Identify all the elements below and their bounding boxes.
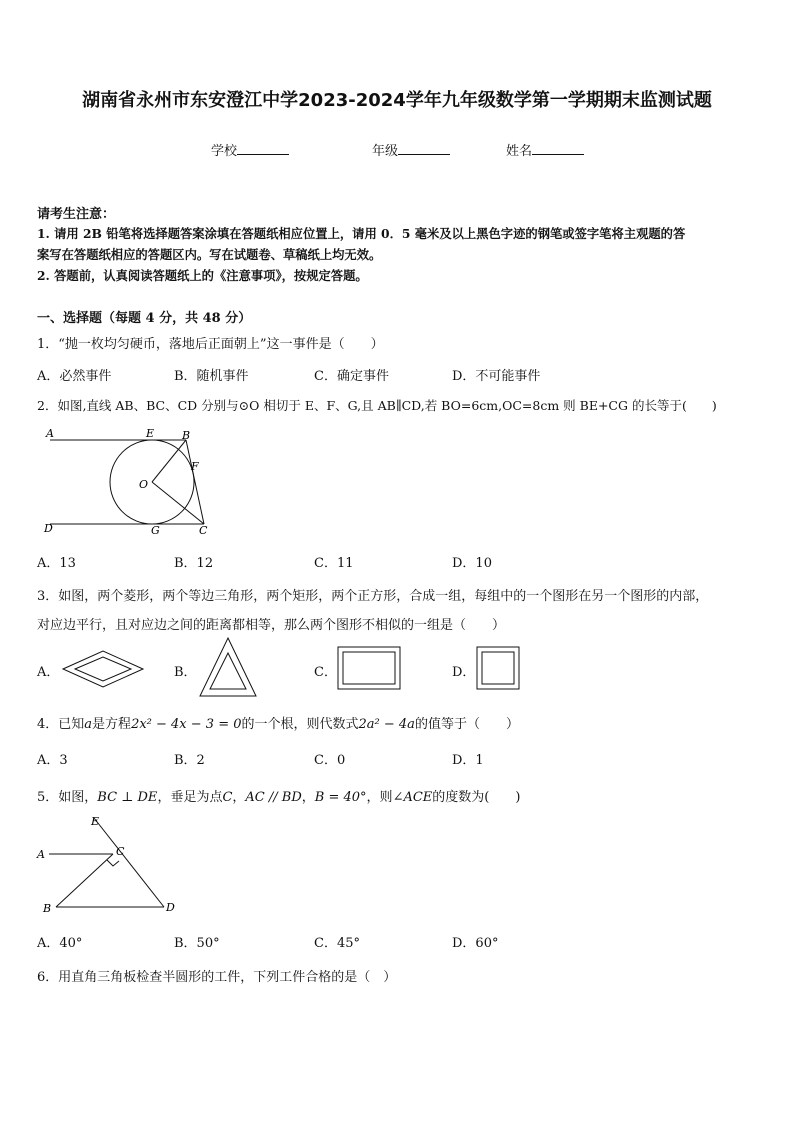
line-bc bbox=[56, 854, 113, 907]
label-c: C bbox=[199, 524, 208, 537]
school-blank[interactable] bbox=[237, 142, 289, 155]
outer-square bbox=[477, 647, 519, 689]
inner-rectangle bbox=[343, 652, 395, 684]
q2-option-c[interactable]: C．11 bbox=[314, 556, 354, 571]
grade-field: 年级 bbox=[372, 140, 450, 159]
q3-figure-a bbox=[62, 650, 144, 688]
q1-option-d[interactable]: D．不可能事件 bbox=[452, 369, 541, 384]
label-d: D bbox=[166, 901, 175, 914]
q3-figure-b bbox=[198, 636, 258, 698]
line-ob bbox=[152, 440, 186, 482]
q4-option-b[interactable]: B．2 bbox=[174, 753, 205, 768]
outer-rectangle bbox=[338, 647, 400, 689]
label-a: A bbox=[37, 848, 45, 861]
q1-option-c[interactable]: C．确定事件 bbox=[314, 369, 389, 384]
label-b: B bbox=[182, 429, 191, 442]
q4-option-a[interactable]: A．3 bbox=[37, 753, 68, 768]
q5-option-b[interactable]: B．50° bbox=[174, 936, 220, 951]
q1-option-a[interactable]: A．必然事件 bbox=[37, 369, 112, 384]
var-a: a bbox=[84, 717, 93, 732]
label-e: E bbox=[146, 427, 155, 440]
label-g: G bbox=[151, 524, 160, 537]
q5-figure bbox=[36, 813, 186, 916]
right-angle-mark bbox=[107, 860, 119, 866]
q3-line1: 3．如图，两个菱形，两个等边三角形，两个矩形，两个正方形，合成一组，每组中的一个图形在另一个图形的内部， bbox=[37, 589, 709, 604]
q3-option-b[interactable]: B． bbox=[174, 665, 197, 680]
label-d: D bbox=[44, 522, 53, 535]
q1-option-b[interactable]: B．随机事件 bbox=[174, 369, 249, 384]
label-c: C bbox=[116, 845, 125, 858]
q5-option-a[interactable]: A．40° bbox=[37, 936, 83, 951]
q3-line2: 对应边平行，且对应边之间的距离都相等，那么两个图形不相似的一组是（ ） bbox=[37, 618, 506, 633]
page-title: 湖南省永州市东安澄江中学2023-2024学年九年级数学第一学期期末监测试题 bbox=[82, 90, 712, 111]
q3-option-a[interactable]: A． bbox=[37, 665, 60, 680]
grade-blank[interactable] bbox=[398, 142, 450, 155]
school-field: 学校 bbox=[211, 140, 289, 159]
q3-figure-d bbox=[476, 646, 520, 690]
inner-triangle bbox=[210, 653, 246, 689]
q2-option-b[interactable]: B．12 bbox=[174, 556, 214, 571]
q3-figure-c bbox=[337, 646, 401, 690]
notice-item1-line2: 案写在答题纸相应的答题区内。写在试题卷、草稿纸上均无效。 bbox=[37, 247, 382, 262]
cond-angle-b: B = 40° bbox=[314, 790, 367, 805]
label-e: E bbox=[91, 815, 100, 828]
inner-square bbox=[482, 652, 514, 684]
cond-bc-perp-de: BC ⊥ DE bbox=[97, 790, 158, 805]
notice-item2: 2. 答题前，认真阅读答题纸上的《注意事项》，按规定答题。 bbox=[37, 268, 368, 283]
inner-rhombus bbox=[75, 657, 131, 681]
name-field: 姓名 bbox=[506, 140, 584, 159]
q5-option-d[interactable]: D．60° bbox=[452, 936, 499, 951]
equation: 2x² − 4x − 3 = 0 bbox=[131, 717, 242, 732]
q3-option-d[interactable]: D． bbox=[452, 665, 476, 680]
q4-option-d[interactable]: D．1 bbox=[452, 753, 484, 768]
label-a: A bbox=[46, 427, 54, 440]
q2-figure bbox=[40, 424, 220, 539]
q2-option-d[interactable]: D．10 bbox=[452, 556, 492, 571]
q6-text: 6．用直角三角板检查半圆形的工件，下列工件合格的是（ ） bbox=[37, 970, 397, 985]
target-angle: ∠ACE bbox=[392, 790, 433, 805]
name-blank[interactable] bbox=[532, 142, 584, 155]
label-b: B bbox=[43, 902, 52, 915]
point-c: C bbox=[222, 790, 233, 805]
label-o: O bbox=[139, 478, 149, 491]
section-heading: 一、选择题（每题 4 分，共 48 分） bbox=[37, 311, 252, 326]
q2-option-a[interactable]: A．13 bbox=[37, 556, 76, 571]
q2-text: 2．如图,直线 AB、BC、CD 分别与⊙O 相切于 E、F、G,且 AB∥CD,若 BO=6cm,OC=8cm 则 BE+CG 的长等于( ) bbox=[37, 398, 717, 413]
q5-text: 5．如图，BC ⊥ DE，垂足为点C，AC // BD，B = 40°，则∠ACE的度数为( ) bbox=[37, 790, 521, 805]
expression: 2a² − 4a bbox=[358, 717, 415, 732]
notice-item1-line1: 1. 请用 2B 铅笔将选择题答案涂填在答题纸相应位置上，请用 0．5 毫米及以上黑色字迹的钢笔或签字笔将主观题的答 bbox=[37, 226, 686, 241]
q4-text: 4．已知a是方程2x² − 4x − 3 = 0的一个根，则代数式2a² − 4a的值等于（ ） bbox=[37, 717, 519, 732]
q5-option-c[interactable]: C．45° bbox=[314, 936, 360, 951]
notice-heading: 请考生注意： bbox=[37, 207, 116, 222]
q3-option-c[interactable]: C． bbox=[314, 665, 337, 680]
label-f: F bbox=[191, 460, 199, 473]
q1-text: 1．“抛一枚均匀硬币，落地后正面朝上”这一事件是（ ） bbox=[37, 337, 384, 352]
cond-ac-parallel-bd: AC // BD bbox=[245, 790, 302, 805]
q4-option-c[interactable]: C．0 bbox=[314, 753, 346, 768]
outer-triangle bbox=[200, 638, 256, 696]
